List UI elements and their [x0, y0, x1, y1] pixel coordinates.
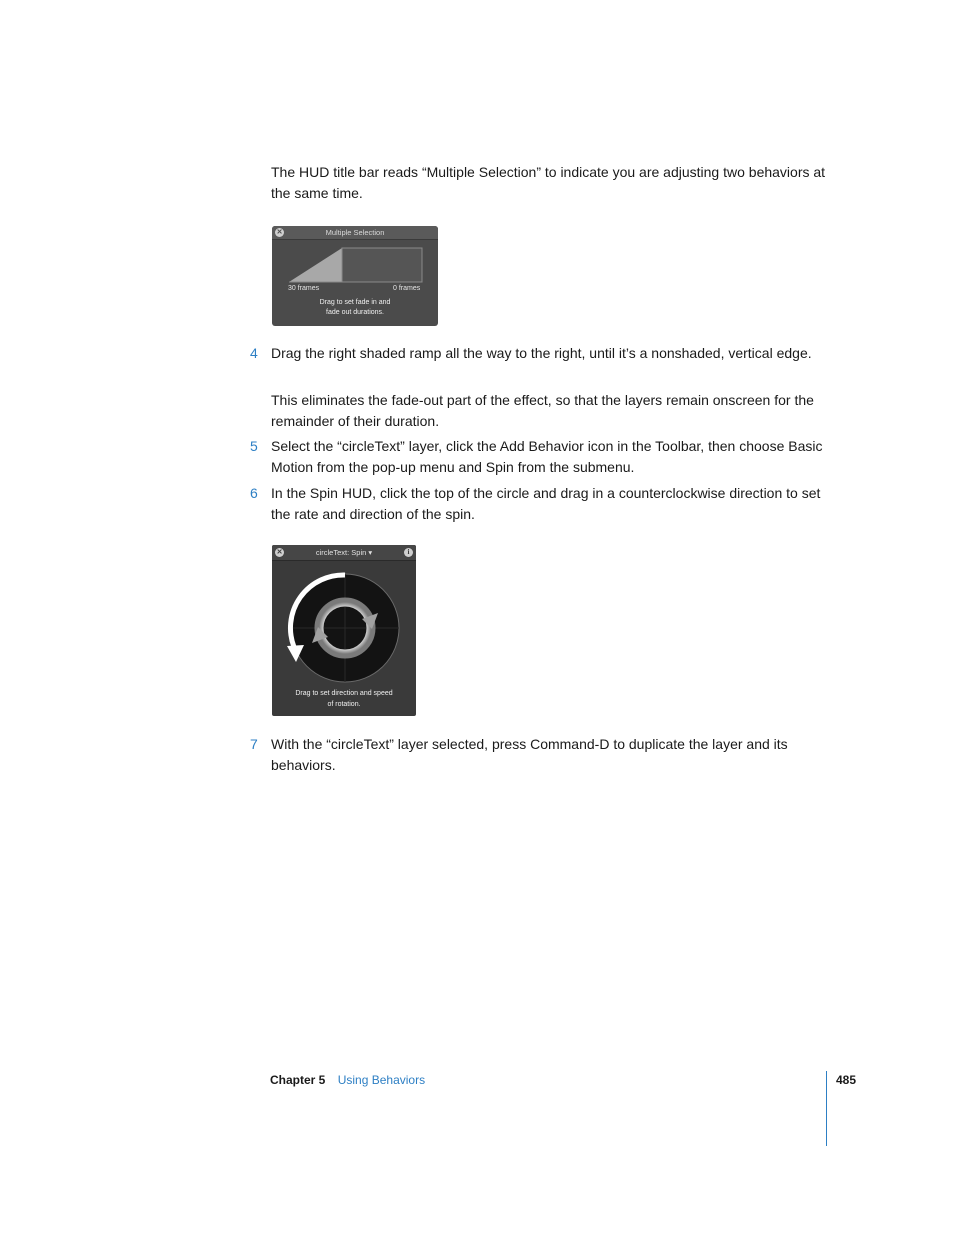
spin-dial[interactable]	[282, 567, 406, 689]
step-5	[250, 436, 830, 477]
step-7	[250, 734, 830, 775]
step-4-note: This eliminates the fade-out part of the effect, so that the layers remain onscreen for the remainder of their duration.	[271, 392, 814, 429]
hud-title: Multiple Selection	[272, 226, 438, 240]
step-number: 7	[250, 736, 258, 752]
intro-paragraph: The HUD title bar reads “Multiple Selection” to indicate you are adjusting two behaviors at the same time.	[271, 164, 826, 201]
step-6	[250, 483, 830, 524]
fade-ramp-graph[interactable]	[288, 246, 423, 284]
hold-region	[342, 248, 422, 282]
step-number: 5	[250, 438, 258, 454]
fade-out-duration-label: 0 frames	[393, 285, 421, 292]
chapter-title-link[interactable]: Using Behaviors	[337, 1073, 426, 1087]
fade-hud-hint	[272, 298, 438, 318]
info-icon[interactable]: i	[404, 548, 413, 557]
close-icon[interactable]: ✕	[276, 549, 283, 556]
hint-line: Drag to set fade in and	[319, 299, 391, 306]
chapter-number: Chapter 5	[270, 1073, 326, 1087]
fade-in-ramp	[289, 248, 342, 282]
step-4	[250, 343, 830, 364]
hint-line: Drag to set direction and speed	[295, 690, 393, 697]
close-icon[interactable]: ✕	[276, 229, 283, 236]
spin-hud-hint	[272, 688, 416, 710]
hint-line: fade out durations.	[326, 309, 384, 316]
hint-line: of rotation.	[327, 701, 361, 708]
footer-chapter	[270, 1072, 425, 1088]
step-text: Select the “circleText” layer, click the Add Behavior icon in the Toolbar, then choose Basic Motion from the pop-up menu and Spin from the submenu.	[271, 438, 823, 475]
spin-hud[interactable]	[272, 545, 416, 716]
step-text: In the Spin HUD, click the top of the circle and drag in a counterclockwise direction to set the rate and direction of the spin.	[271, 485, 821, 522]
step-number: 4	[250, 345, 258, 361]
page-number: 485	[836, 1073, 857, 1087]
hud-title[interactable]: circleText: Spin ▾	[272, 545, 416, 561]
fade-hud[interactable]	[272, 226, 438, 326]
fade-in-duration-label: 30 frames	[288, 285, 320, 292]
step-number: 6	[250, 485, 258, 501]
step-text: With the “circleText” layer selected, press Command-D to duplicate the layer and its behaviors.	[271, 736, 788, 773]
step-text: Drag the right shaded ramp all the way to the right, until it’s a nonshaded, vertical edge.	[271, 345, 812, 361]
footer-divider	[826, 1071, 827, 1146]
